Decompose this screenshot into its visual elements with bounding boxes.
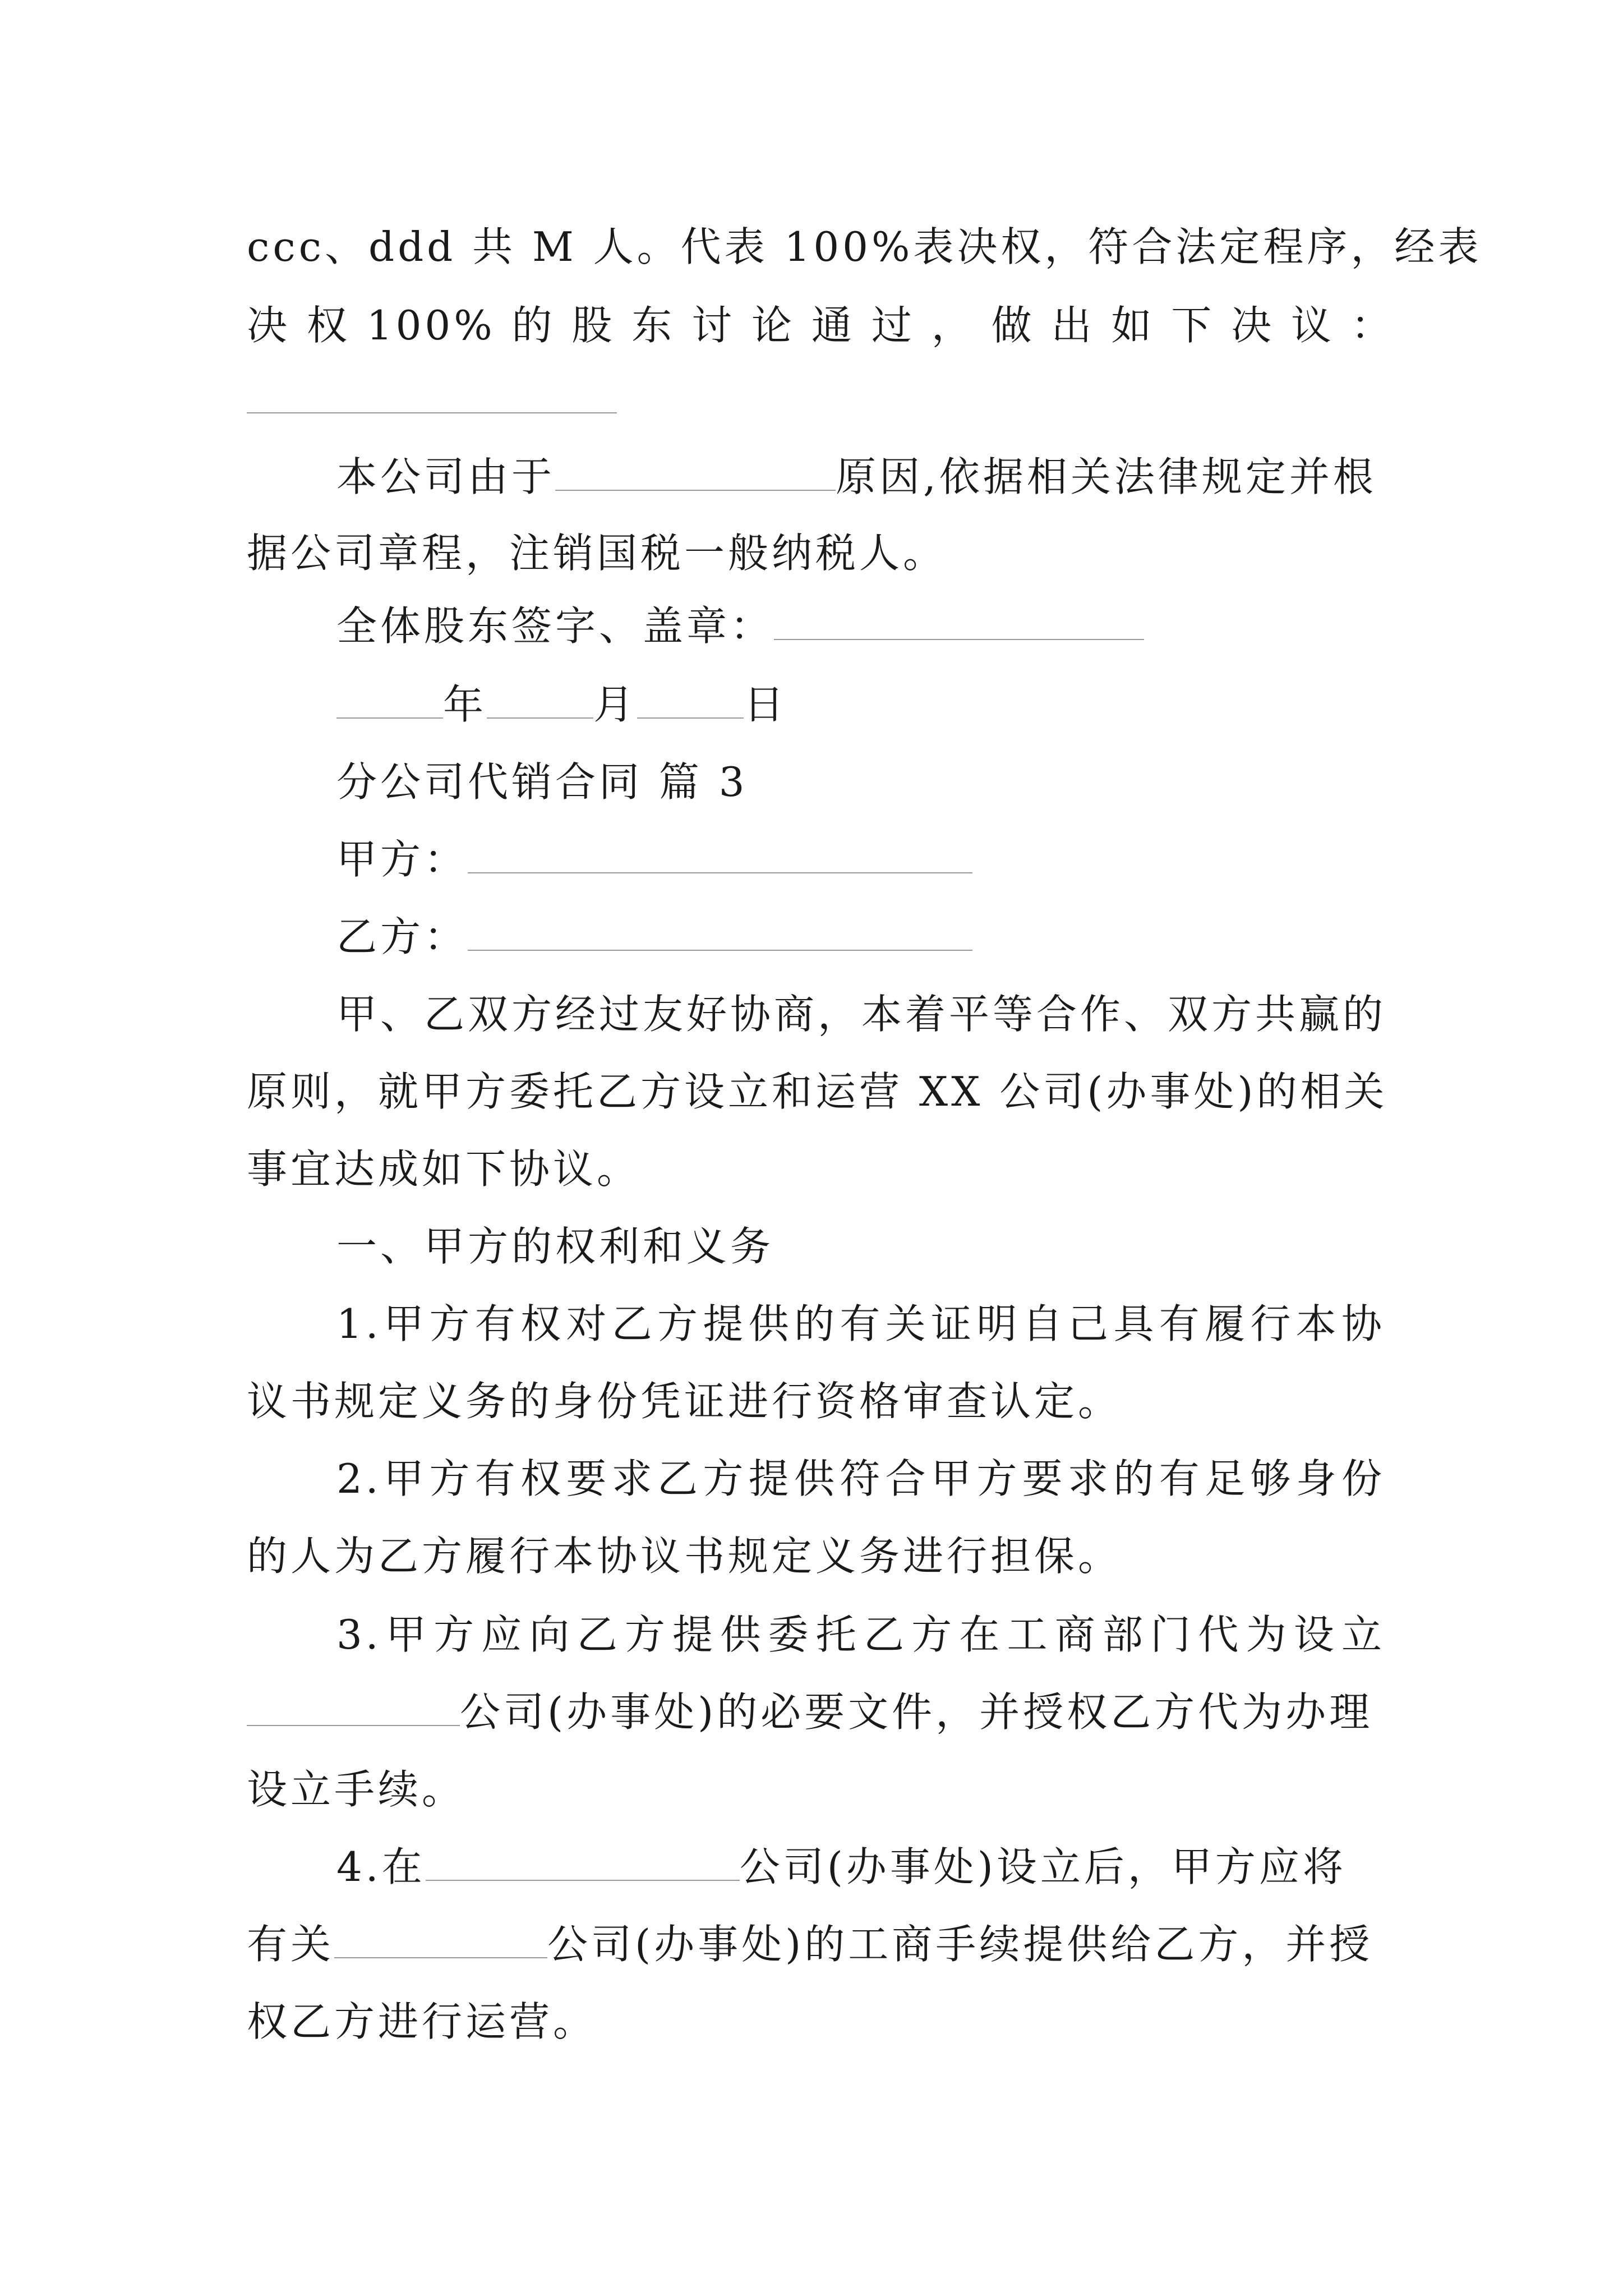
item2-line2: 的人为乙方履行本协议书规定义务进行担保。 <box>247 1533 1122 1580</box>
item4-line1 <box>336 1840 1385 1894</box>
month-label: 月 <box>593 681 638 728</box>
item3-line2 <box>247 1685 1385 1739</box>
item3-line2-text: 公司(办事处)的必要文件，并授权乙方代为办理 <box>460 1688 1373 1736</box>
date-line <box>336 678 1385 731</box>
intro-line2: 原则，就甲方委托乙方设立和运营 XX 公司(办事处)的相关 <box>247 1068 1388 1115</box>
item3-line3: 设立手续。 <box>247 1766 466 1813</box>
item4-line3: 权乙方进行运营。 <box>247 1998 597 2045</box>
reason-blank <box>555 456 836 491</box>
party-a-label: 甲方： <box>336 836 468 883</box>
p2-line1 <box>336 450 1385 504</box>
signature-line <box>336 599 1385 653</box>
signature-blank <box>774 605 1144 640</box>
party-a-line <box>336 832 1385 886</box>
p2-text-a: 本公司由于 <box>336 453 556 500</box>
p1-line1: ccc、ddd 共 M 人。代表 100%表决权，符合法定程序，经表 <box>247 223 1482 270</box>
item4-line2-b: 公司(办事处)的工商手续提供给乙方，并授 <box>547 1921 1373 1968</box>
day-label: 日 <box>744 681 788 728</box>
contract-heading: 分公司代销合同 篇 3 <box>336 758 748 806</box>
party-b-blank <box>468 916 972 951</box>
party-b-label: 乙方： <box>336 913 468 960</box>
company-blank-2 <box>426 1846 740 1881</box>
p2-text-b: 原因,依据相关法律规定并根 <box>836 453 1377 500</box>
resolution-blank <box>247 412 617 413</box>
party-a-blank <box>468 839 972 873</box>
item1-line1: 1.甲方有权对乙方提供的有关证明自己具有履行本协 <box>336 1300 1385 1347</box>
item4-line2-a: 有关 <box>247 1921 335 1968</box>
item1-line2: 议书规定义务的身份凭证进行资格审查认定。 <box>247 1378 1122 1425</box>
intro-line3: 事宜达成如下协议。 <box>247 1145 641 1193</box>
company-blank-1 <box>247 1691 460 1726</box>
intro-line1: 甲、乙双方经过友好协商，本着平等合作、双方共赢的 <box>336 991 1387 1038</box>
month-blank <box>487 684 593 719</box>
section-1-heading: 一、甲方的权利和义务 <box>336 1223 774 1270</box>
item4-line2 <box>247 1917 1385 1971</box>
signature-label: 全体股东签字、盖章： <box>336 602 774 650</box>
item4-line1-b: 公司(办事处)设立后，甲方应将 <box>739 1843 1347 1890</box>
item4-line1-a: 4.在 <box>336 1843 426 1890</box>
p2-line2: 据公司章程，注销国税一般纳税人。 <box>247 530 947 577</box>
party-b-line <box>336 910 1385 964</box>
item2-line1: 2.甲方有权要求乙方提供符合甲方要求的有足够身份 <box>336 1455 1385 1502</box>
company-blank-3 <box>334 1924 547 1958</box>
year-label: 年 <box>443 681 487 728</box>
year-blank <box>336 684 443 719</box>
day-blank <box>637 684 744 719</box>
item3-line1: 3.甲方应向乙方提供委托乙方在工商部门代为设立 <box>336 1611 1385 1658</box>
p1-line2: 决 权 100% 的 股 东 讨 论 通 过 ， 做 出 如 下 决 议 ： <box>247 302 1395 349</box>
